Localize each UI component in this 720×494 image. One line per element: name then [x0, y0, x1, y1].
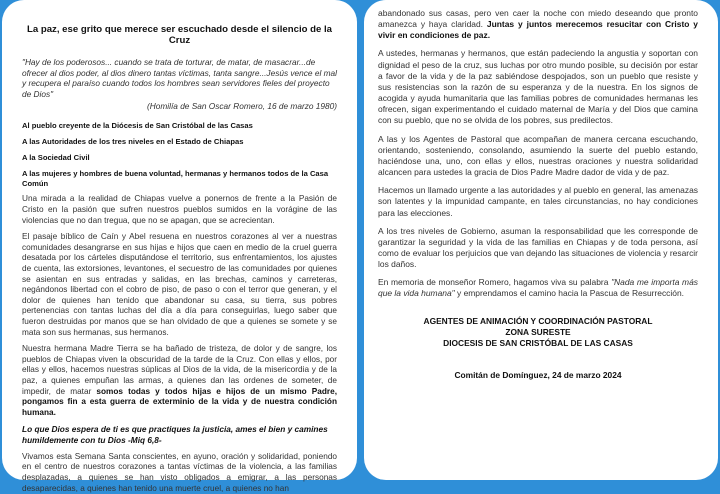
signature-line-agents: AGENTES DE ANIMACIÓN Y COORDINACIÓN PASTORAL — [423, 315, 653, 326]
romero-memory-quote: "Nada me importa más que la vida humana" — [378, 277, 698, 299]
paragraph-cain-abel: El pasaje bíblico de Caín y Abel resuena en nuestros corazones al ver a nuestras comunidades desangrarse en sus hijas e hijos que caen en medio de la cruel guerra desatada por los cárteles disputándose el territorio, sus enfrentamientos, los ajustes de cuenta, las extorsiones, levantones, el secuestro de las comunidades por quienes se asientan en sus entradas y salidas, en las brechas, caminos y carreteras, negándonos libertad con el cobro de piso, de paso o con el terror que generan, y el dolor de quienes han tenido que abandonar su casa, su tierra, sus pobres pertenencias con tantas luchas del día a día para conseguirlas, luego saber que fueron destruidas por manos que se han olvidado de que a quienes se somete y se mata son sus hermanas, sus hermanos. — [22, 232, 337, 337]
mother-earth-text: Nuestra hermana Madre Tierra se ha bañado de tristeza, de dolor y de sangre, los pueblos de Chiapas viven la obscuridad de la tarde de la Cruz. Con ellas y ellos, por ellas y ellos, hacemos nuestras súplicas al Dios de la vida, de la misericordia y de la paz, a quienes empuñan las armas, a quienes dan las ordenes de someter, de impedir, de matar — [22, 344, 337, 396]
mother-earth-bold-text: somos todas y todos hijas e hijos de un mismo Padre, pongamos fin a esta guerra de exterminio de la vida y de nuestra condición humana. — [22, 386, 338, 417]
quote-source: (Homilía de San Oscar Romero, 16 de marzo 1980) — [147, 101, 337, 112]
right-page — [364, 0, 718, 480]
document-date: Comitán de Domínguez, 24 de marzo 2024 — [454, 369, 622, 380]
addressee-people: Al pueblo creyente de la Diócesis de San Cristóbal de las Casas — [22, 121, 253, 131]
paragraph-holy-week: Vivamos esta Semana Santa conscientes, en ayuno, oración y solidaridad, poniendo en el centro de nuestros corazones a tantas víctimas de la violencia, a las familias desplazadas, a quienes se han visto obligados a emigrar, a las personas desaparecidas, a quienes han tenido una muerte cruel, a quienes no han — [22, 451, 337, 493]
paragraph-continuation — [378, 8, 698, 41]
left-page — [2, 0, 357, 493]
signature-line-zone: ZONA SURESTE — [505, 326, 571, 337]
paragraph-brothers-sisters: A ustedes, hermanas y hermanos, que están padeciendo la angustia y soportan con dignidad el peso de la cruz, sus luchas por otro mundo posible, su decisión por estar a favor de la vida y de la paz sabiéndose despojados, son un pueblo que resiste y sus resistencias son la razón de su esperanza y de la nuestra. En los signos de acogida y ayuda humanitaria que las familias pobres de comunidades hermanas les ofrecen, sigan experimentando el cuidado maternal de María y del Dios que camina con su pueblo, que no se olvida de los pobres, sus predilectos. — [378, 48, 698, 126]
paragraph-pastoral-agents: A las y los Agentes de Pastoral que acompañan de manera cercana escuchando, orientando, sosteniendo, consolando, asumiendo la suerte del pueblo estando, haciéndose una, uno, con ellas y ellos, nuestras oraciones y nuestra solidaridad alcancen para ustedes la gracia de Dios Padre Madre dador de vida y de paz. — [378, 133, 698, 178]
romero-memory-text-start: En memoria de monseñor Romero, hagamos viva su palabra — [378, 277, 612, 288]
paragraph-urgent-call: Hacemos un llamado urgente a las autoridades y al pueblo en general, las amenazas son latentes y la impunidad campante, en tales circunstancias, no hay condiciones para las elecciones. — [378, 185, 698, 218]
continuation-text: abandonado sus casas, pero ven caer la noche con miedo deseando que pronto amanezca y haya claridad. — [378, 8, 698, 30]
paragraph-romero-memory — [378, 277, 698, 299]
continuation-bold-text: Juntas y juntos merecemos resucitar con Cristo y vivir en condiciones de paz. — [378, 19, 698, 41]
paragraph-mother-earth — [22, 344, 337, 418]
romero-quote: "Hay de los poderosos... cuando se trata de torturar, de matar, de masacrar...de ofrecer al dios poder, al dios dinero tantas víctimas, tanta sangre...Jesús vence el mal y recupera el paraíso cuando todos los hombres sean servidores fieles del proyecto de Dios" — [22, 57, 337, 99]
paragraph-chiapas-reality: Una mirada a la realidad de Chiapas vuelve a ponernos de frente a la Pasión de Cristo en la pasión que sufren nuestros pueblos sumidos en la vorágine de las violencias que no dan tregua, que no se apagan, que se acrecientan. — [22, 194, 337, 225]
addressee-authorities: A las Autoridades de los tres niveles en el Estado de Chiapas — [22, 136, 244, 146]
micah-verse: Lo que Dios espera de ti es que practiques la justicia, ames el bien y camines humildemente con tu Dios -Miq 6,8- — [22, 424, 328, 446]
romero-memory-text-end: y emprendamos el camino hacia la Pascua de Resurrección. — [454, 288, 684, 299]
paragraph-government: A los tres niveles de Gobierno, asuman la responsabilidad que les corresponde de garantizar la seguridad y la vida de las familias en Chiapas y de toda persona, así como de evaluar los perjuicios que van dejando las situaciones de violencia y resarcir los daños. — [378, 225, 698, 270]
signature-block — [378, 316, 698, 349]
addressee-civil-society: A la Sociedad Civil — [22, 152, 90, 162]
signature-line-diocese: DIOCESIS DE SAN CRISTÓBAL DE LAS CASAS — [443, 337, 633, 348]
document-title: La paz, ese grito que merece ser escuchado desde el silencio de la Cruz — [27, 24, 332, 46]
addressee-all: A las mujeres y hombres de buena voluntad, hermanas y hermanos todos de la Casa Común — [22, 168, 329, 188]
